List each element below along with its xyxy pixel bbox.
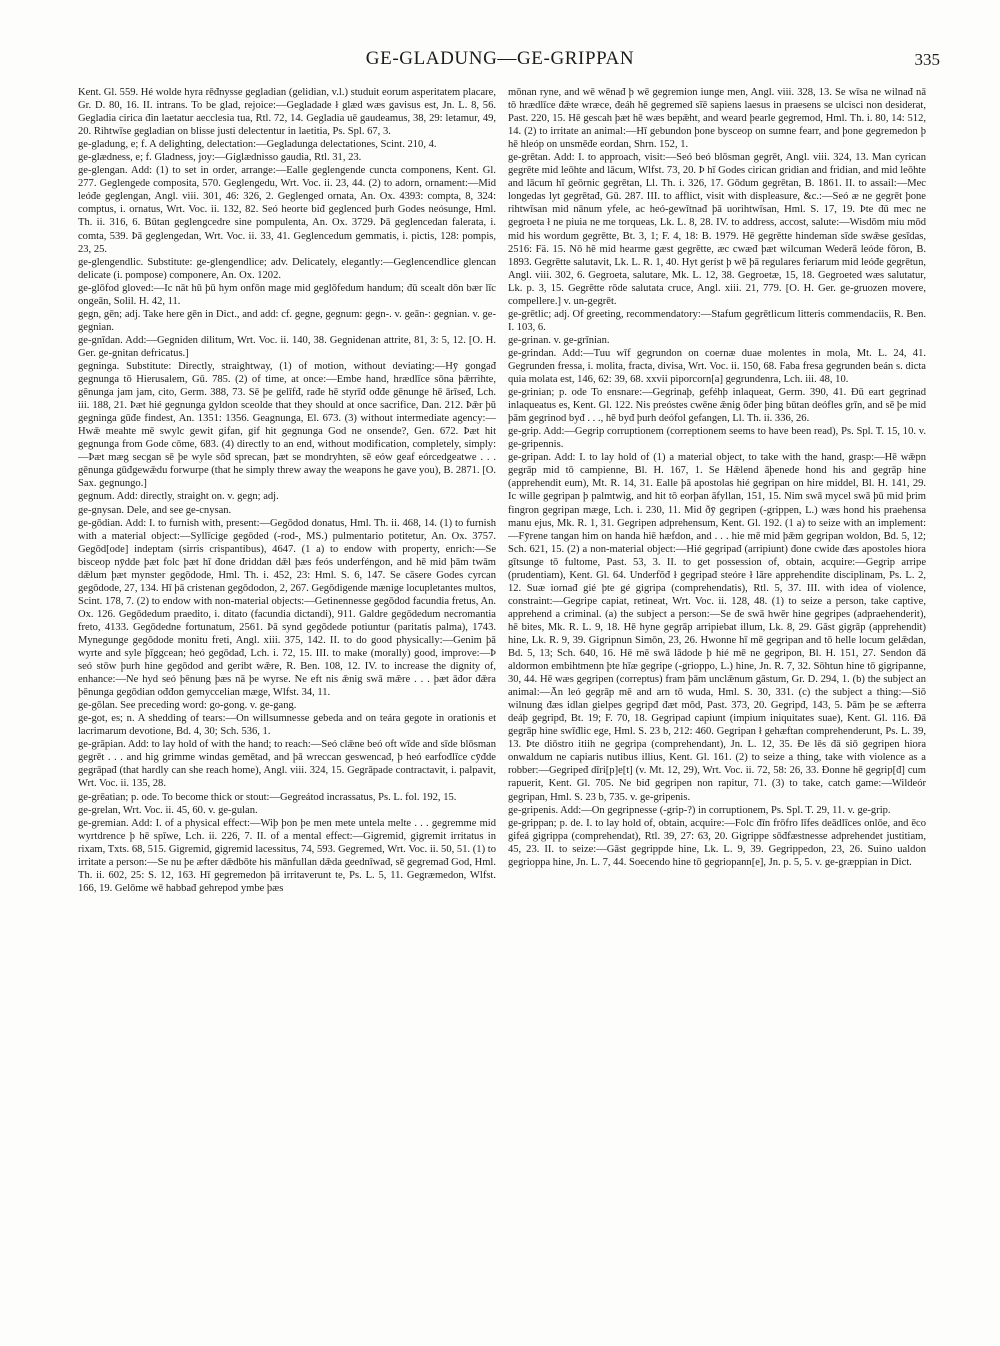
entry-ge-golan: ge-gōlan. See preceding word: go-gong. v. ge-gang. xyxy=(78,700,297,712)
entry-ge-grelan: ge-grelan, Wrt. Voc. ii. 45, 60. v. ge-gulan. xyxy=(78,804,258,816)
entry-ge-grapian: ge-grāpian. Add: to lay hold of with the hand; to reach:—Seó clǣne beó oft wīde and sīde blōsman gegrēt . . . and hig grimme windas gemētad, and þā wreccan geswencađ, þ heó earfođlīce cȳđde gegrāpađ (that hardly can she reach home), Angl. viii. 324, 15. Gegrāpade contractavit, i. palpavit, Wrt. Voc. ii. 135, 28. xyxy=(78,739,496,790)
entry-ge-glofod: ge-glōfod gloved:—Ic nāt hū þū hym onfōn mage mid geglōfedum handum; đū scealt dōn bær līc ongeān, Solil. H. 42, 11. xyxy=(78,282,496,307)
entry-ge-gretan: ge-grētan. Add: I. to approach, visit:—Seó beó blōsman gegrēt, Angl. viii. 324, 13. Man cyrican gegrēte mid leōhte and lācum, Wlfst. 73, 20. Þ hī Godes cirican gridian and fridian, and mid leōhte and lācum hī geōrnic gegrētan, Ll. Th. i. 326, 17. Gōdum gegrētan, B. 1861. II. to assail:—Mec longedas lyt gegrētađ, Gū. 287. III. to afflict, visit with displeasure, &c.:—Seó æ ne gegrēt þone rihtwīsan mid nānum yfele, ac heó-gewītnađ þā uorihtwīsan, Hml. S. 17, 19. Þte đū mec ne gegroeta ł ne piuia ne me torqueas, Lk. L. 8, 28. IV. to address, accost, salute:—Wisdōm miu mōd mid his wordum gegrētte, Bt. 3, 1; F. 4, 18: B. 1979. Hē gegrētte hindeman sīde swǣse gesīdas, 2516: Fä. 15. Nō hē mid hearme gæst gegrētte, æc cwæđ þæt wilcuman Wederā leóde fōron, B. 1893. Gegrētte salutavit, Lk. L. R. 1, 40. Hyt geríst þ wē þā regulares feriarum mid leóđe gegrētun, Angl. viii. 302, 6. Gegroeta, salutare, Mk. L. 12, 38. Gegroetæ, 15, 18. Gegroeted wæs salutatur, Lk. p. 3, 15. Gegrētte rōde salutata cruce, Angl. xiii. 21, 779. [O. H. Ger. ge-gruozen movere, compellere.] v. un-gegrēt. xyxy=(508,152,926,307)
entry-ge-grinan: ge-grinan. v. ge-grīnian. xyxy=(508,334,610,346)
entry-gegninga: gegninga. Substitute: Directly, straightway, (1) of motion, without deviating:—Hȳ gongađ gegnunga tō Hierusalem, Gū. 785. (2) of time, at once:—Embe hand, hrædlīce sōna þǣrrihte, gēnunga jam jam, cito, Germ. 388, 73. Sē þe gelīfđ, rađe hē styrīđ ođđe gēnunge hē ārīseđ, Lch. iii. 188, 21. Þæt hié gegnunga gyldon sceolde that they should at once sacrifice, Dan. 212. Þǣr þū gegninga gūđe findest, An. 1351: 1356. Geagnunga, El. 673. (3) without intermediate agency:—Hwǣ meahte mē swylc gewit gifan, gif hit gegnunga God ne onsende?, Gen. 672. Þæt hit gegnunga from Gode cōme, 683. (4) directly to an end, without modification, completely, simply:—Þæt mæg secgan sē þe wyle sōđ sprecan, þæt se mondryhten, sē eów geaf eórcedgeatwe . . . gēnunga gūđgewǣdu forwurpe (that he simply threw away the weapons he gave you), B. 2871. [O. Sax. gegnungo.] xyxy=(78,360,496,490)
entry-ge-gremian: ge-gremian. Add: I. of a physical effect:—Wiþ þon þe men mete untela melte . . . gegremme mid wyrtdrence þ hē spīwe, Lch. ii. 226, 7. II. of a mental effect:—Gigremid, gigremit irritatus in rixam, Txts. 68, 515. Gigremid, gigremid lacessitus, 74, 593. Gegremed, Wrt. Voc. ii. 50, 51. (1) to irritate a person:—Se nu þe æfter dǣdbōte his mānfullan dǣda geednīwađ, sē gegremađ God, Hml. Th. ii. 602, 25: S. 12, 163. Hī gegremedon þā irritaverunt te, Ps. L. 5, 11. Gegræmedon, Wlfst. 166, 19. Gelōme wē habbađ gehrepod ymbe þæs xyxy=(78,817,496,894)
page-title: GE-GLADUNG—GE-GRIPPAN xyxy=(365,48,635,69)
entry-ge-glaedness: ge-glædness, e; f. Gladness, joy:—Giglædnisso gaudia, Rtl. 31, 23. xyxy=(78,152,362,164)
entry-ge-grindan: ge-grindan. Add:—Tuu wīf gegrundon on coernæ duae molentes in mola, Mt. L. 24, 41. Gegrunden fressa, i. molita, fracta, divisa, Wrt. Voc. ii. 150, 68. Faba fresa gegrunden beán s. dicta quia molata est, 146, 62: 39, 68. xxvii piporcorn[a] gegrundenra, Lch. iii. 48, 10. xyxy=(508,347,926,386)
running-head xyxy=(60,46,940,76)
entry-ge-greatian: ge-grēatian; p. ode. To become thick or stout:—Gegreátod incrassatus, Ps. L. fol. 192, 15. xyxy=(78,791,457,803)
entry-gegnum: gegnum. Add: directly, straight on. v. gegn; adj. xyxy=(78,491,279,503)
entry-ge-got: ge-got, es; n. A shedding of tears:—On willsumnesse gebeda and on teára gegote in orationis et lacrimarum devotione, Bd. 4, 30; Sch. 536, 1. xyxy=(78,713,496,738)
entry-ge-gripenis: ge-gripenis. Add:—On gegripnesse (-grip-?) in corruptionem, Ps. Spl. T. 29, 11. v. ge-grip. xyxy=(508,804,891,816)
entry-ge-glengendlic: ge-glengendlic. Substitute: ge-glengendlice; adv. Delicately, elegantly:—Geglencendlice glencan delicate (i. pompose) componere, An. Ox. 1202. xyxy=(78,256,496,281)
entry-ge-godian: ge-gōdian. Add: I. to furnish with, present:—Gegōdod donatus, Hml. Th. ii. 468, 14. (1) to furnish with a material object:—Syllīcige gegōded (-rod-, MS.) pulmentario potitetur, An. Ox. 3757. Gegōd[ode] indeptam (sirris crispantibus), 4647. (1 a) to endow with property, enrich:—Se bisceop nȳdde þæt folc þæt hī đone đriddan dǣl þæs feós underféngon, and hē mid þām twām dǣlum þæt mynster gegōdode, Hml. Th. i. 452, 23: Hml. S. 6, 147. Se cāsere Godes cyrcan gegōdode, 27, 134. Hī þā cristenan gegōdodon, 2, 267. Gegōdigende mænige locupletantes multos, Scint. 178, 7. (2) to endow with non-material objects:—Getinennesse gegōdod facundia fretus, An. Ox. 126. Gegōdedum praedito, i. ditato (facundia dictandi), 911. Galdre gegōdedum necromantia freto, 4133. Gegōdedne fortunatum, 2561. Þā synd gegōdede potiuntur (paritatis palma), 1743. Mynegunge gegōdode monitu freti, Angl. xiii. 375, 142. II. to do good physically:—Genim þā wyrte and syle þīggcean; heó gegōdađ, Lch. i. 72, 15. III. to make (morally) good, improve:—Þ seó stōw þurh hine gegōdod and geribt wǣre, R. Ben. 108, 12. IV. to increase the dignity of, enhance:—Ne hyd seó þēnung þæs nā þe wyrse. Ne eft nis ǣnig swā mǣre . . . þæt āđor đǣra þēnunga gegōdian ođđon gemyccelian mæge, Wlfst. 34, 11. xyxy=(78,517,496,699)
entry-continued: mōnan ryne, and wē wēnađ þ wē gegremion iunge men, Angl. viii. 328, 13. Se wīsa ne wilnađ nā tō hrædlīce đǣte wræce, đeáh hē gegremed sīē sapiens laesus in praesens se ulcisci non desiderat, Past. 220, 15. Hē gescah þæt hē wæs bepǣht, and weard þearle gegremod, Hml. Th. i. 80, 14: 512, 14. (2) to irritate an animal:—Hī gebundon þone bysceop on sumne fearr, and þone gegremedon þ hē hleóp on unsmēđe eordan, Shrn. 152, 1. xyxy=(508,87,926,151)
right-column xyxy=(508,86,926,1321)
entry-ge-gnidan: ge-gnīdan. Add:—Gegniden dilitum, Wrt. Voc. ii. 140, 38. Gegnidenan attrite, 81, 3: 5, 12. [O. H. Ger. ge-gnitan defricatus.] xyxy=(78,334,496,359)
entry-continued: Kent. Gl. 559. Hé wolde hyra rēđnysse gegladian (gelidian, v.l.) studuit eorum asperitatem placare, Gr. D. 80, 16. II. intrans. To be glad, rejoice:—Gegladade ł glæd wæs gavisus est, Jn. L. 8, 56. Gegladia cirica đin laetatur aecclesia tua, Rtl. 72, 14. Gegladia uē gaudeamus, 38, 29: letamur, 49, 20. Rihtwīse gegladian on blisse justi delectentur in laetitia, Ps. Spl. 67, 3. xyxy=(78,87,496,138)
entry-ge-gnysan: ge-gnysan. Dele, and see ge-cnysan. xyxy=(78,504,232,516)
entry-ge-grinian: ge-grinian; p. ode To ensnare:—Gegrinaþ, geféhþ inlaqueat, Germ. 390, 41. Đū eart gegrinad inlaqueatus es, Kent. Gl. 122. Nis preóstes cwēne ǣnig ōđer þing būtan deófles grīn, and sē þe mid þām gegrinod byđ . . ., hē byđ þurh deófol gefangen, Ll. Th. ii. 336, 26. xyxy=(508,387,926,425)
entry-ge-grip: ge-grip. Add:—Gegrip corruptionem (correptionem seems to have been read), Ps. Spl. T. 15, 10. v. ge-gripennis. xyxy=(508,426,926,451)
entry-ge-grippan: ge-grippan; p. de. I. to lay hold of, obtain, acquire:—Folc đīn frōfro līfes deādlīces onlōe, and ēco gifeá gigrippa (comprehendat), Rtl. 39, 27: 63, 20. Gigrippe sōđfæstnesse adprehendet justitiam, 45, 23. II. to seize:—Gāst gegrippde hine, Lk. L. 9, 39. Gegrippedon, 23, 26. Suino ualdon gegrioppa hine, Jn. L. 7, 44. Soecendo hine tō gegriopann[e], Jn. p. 5, 5. v. ge-græppian in Dict. xyxy=(508,817,926,868)
entry-ge-glengan: ge-glengan. Add: (1) to set in order, arrange:—Ealle geglengende cuncta componens, Kent. Gl. 277. Geglengede composita, 570. Geglengedu, Wrt. Voc. ii. 23, 44. (2) to adorn, ornament:—Mid leóđe geglengan, Angl. viii. 301, 46: 326, 2. Geglenged ornata, An. Ox. 4393: compta, 8, 324: comptus, i. ornatus, Wrt. Voc. ii. 132, 82. Seó heorte biđ geglenced þurh Godes neósunge, Hml. Th. ii. 316, 6. Būtan geglengcedre sine pompulenta, An. Ox. 3729. Þā geglencedan falerata, i. comta, 539. Þā geglengedan, Wrt. Voc. ii. 33, 41. Geglencedum gemmatis, i. pictis, 128: pompis, 23, 25. xyxy=(78,165,496,255)
entry-ge-gripan: ge-gripan. Add: I. to lay hold of (1) a material object, to take with the hand, grasp:—Hē wǣpn gegrāp mid tō campienne, Bl. H. 167, 1. Se Hǣlend āþenede hond his and gegrāp hine (apprehendit eum), Mt. R. 14, 31. Ealle þā apostolas hié gegripan on hire middel, Bl. H. 141, 29. Ic wille gegripan þ palmtwig, and hit tō eorþan āfyllan, 151, 15. Nim swā mycel swā þū mid þrim fingron gegripan mæge, Lch. i. 230, 11. Mid ðȳ gegripen (-grippen, L.) wæs hond his praehensa manu ejus, Mk. R. 1, 31. Gegripen adprehensum, Kent. Gl. 192. (1 a) to seize with an implement:—Fȳrene tangan him on handa hiē hæfdon, and . . . hie mē mid þǣm gegripan woldon, Bd. 5, 12; Sch. 621, 15. (2) a non-material object:—Hié gegripađ (arripiunt) đone cwide đæs apostoles hiora gītsunge tō fultome, Past. 53, 3. II. to get possession of, obtain, acquire:—Gegrip arripe (prudentiam), Kent. Gl. 64. Underfōđ ł gegripađ steóre ł lāre apprehendite disciplinam, Ps. L. 2, 12. Suæ iornađ gié þte gé gigripa (comprehendatis), Rtl. 5, 37. III. with idea of violence, constraint:—Gegripe capiat, retineat, Wrt. Voc. ii. 128, 48. (1) to seize a person, take captive, apprehend a criminal. (a) the subject a person:—Se đe swā hwēr hine gegripes (adpraehenderit), hē bites, Mk. R. L. 9, 18. Hē hyne gegrāp arripiebat illum, Lk. 8, 29. Gāst gigrāp (apprehendit) hine, Lk. R. 9, 39. Gigripnun Simōn, 23, 26. Hwonne hī mē gegripan and tō helle locum gelǣdan, Bd. 5, 13; Sch. 640, 16. Hē mē swā lādode þ hié mē ne gegripon, Bl. H. 151, 27. Sendon đā aldormon embihtmenn þte hīæ gegripe (-grioppo, L.) hine, Jn. R. 7, 32. Sōhtun hine tō gigripanne, 30, 44. Hē wæs gegripen (correptus) fram þām unclǣnum gāstum, Gr. D. 294, 1. (b) the subject an animal:—Ān leó gegrāp mē and arn tō wuda, Hml. S. 30, 331. (c) the subject a thing:—Siō wilnung đæs idlan gielpes gegripđ đæt mōd, Past. 373, 20. Gegripđ, 143, 5. Þām þe se æfterra deáþ gegripđ, Bt. 19; F. 70, 18. Gegripad capiunt (impium iniquitates suae), Kent. Gl. 116. Đā gegrāp hine swīđlic ege, Hml. S. 23 b, 212: 460. Gegripan ł gehæftan comprehenderunt, Ps. L. 39, 13. Þte diōstro itiih ne gegripa (comprehendant), Jn. L. 12, 35. Đe lēs đā siō gegripen hiora onwaldum ne capiaris nutibus illius, Kent. Gl. 161. (2) to seize a thing, take with violence as a robber:—Gegripeđ dīri[p]e[t] (v. Mt. 12, 29), Wrt. Voc. ii. 72, 58: 26, 33. Đonne hē gegrip[đ] cum rapuerit, Kent. Gl. 705. Ne biđ gegripen non rapitur, 71. (3) to take, catch game:—Wildeór gegripan, Hml. S. 23 b, 735. v. ge-gripenis. xyxy=(508,452,926,803)
entry-gegn: gegn, gēn; adj. Take here gēn in Dict., and add: cf. gegne, gegnum: gegn-. v. geān-: gegnian. v. ge-gegnian. xyxy=(78,308,496,333)
left-column xyxy=(78,86,496,1321)
page-number: 335 xyxy=(914,50,940,69)
entry-ge-gretlic: ge-grētlic; adj. Of greeting, recommendatory:—Stafum gegrētlicum litteris commendaciis, R. Ben. I. 103, 6. xyxy=(508,308,926,333)
entry-ge-gladung: ge-gladung, e; f. A delighting, delectation:—Gegladunga delectationes, Scint. 210, 4. xyxy=(78,139,437,151)
